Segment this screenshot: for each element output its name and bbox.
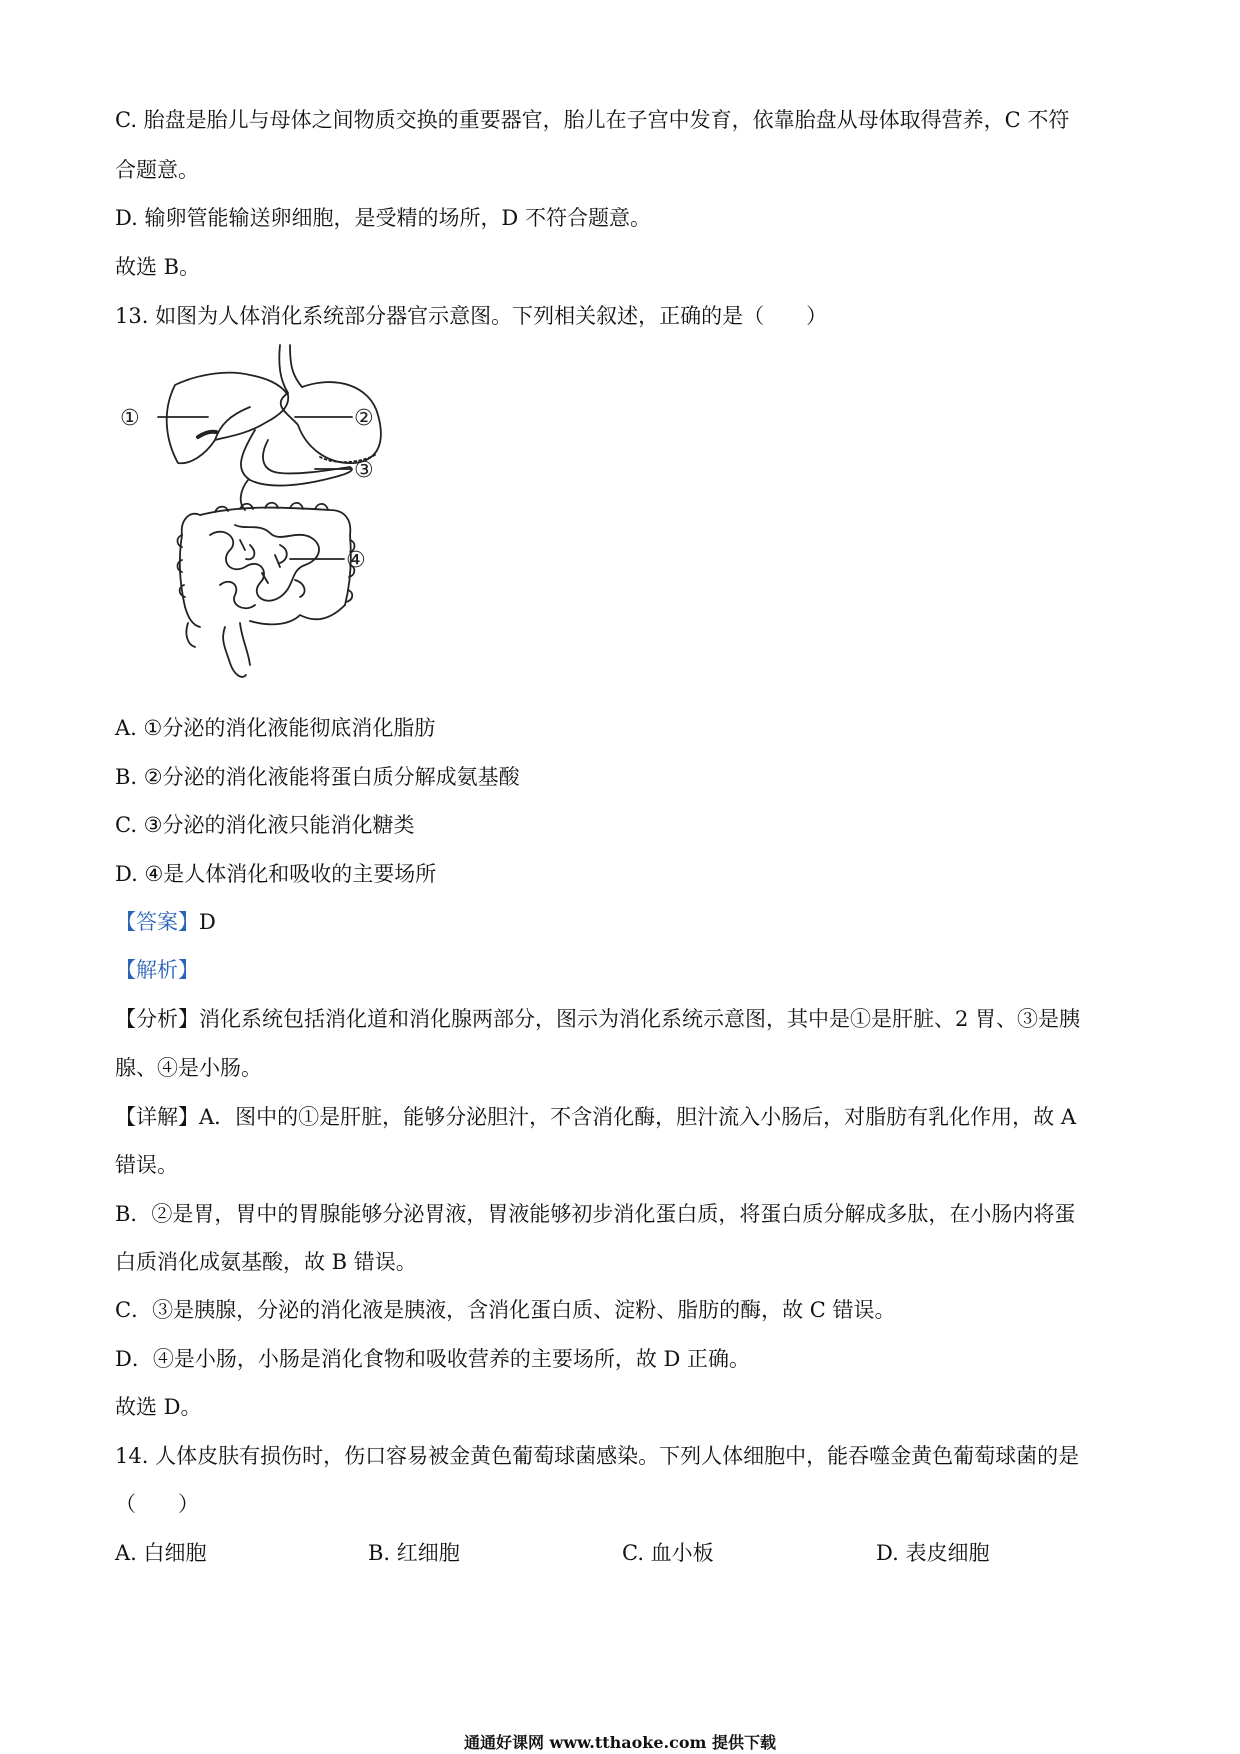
q13-answer	[115, 912, 216, 933]
q13-final-answer: 故选 D。	[115, 1395, 202, 1419]
figure-label-2: ②	[354, 406, 374, 431]
q13-xiangjie-line1: 【详解】A．图中的①是肝脏，能够分泌胆汁，不含消化酶，胆汁流入小肠后，对脂肪有乳化作用，故 A	[115, 1105, 1077, 1129]
q13-option-a: A. ①分泌的消化液能彻底消化脂肪	[115, 716, 436, 740]
q13-fenxi-line1: 【分析】消化系统包括消化道和消化腺两部分，图示为消化系统示意图，其中是①是肝脏、2 胃、③是胰	[115, 1007, 1081, 1031]
figure-label-1: ①	[120, 406, 140, 431]
prev-option-d: D. 输卵管能输送卵细胞，是受精的场所，D 不符合题意。	[115, 206, 651, 230]
answer-tag: 【答案】	[115, 910, 199, 934]
q13-explain-b-line1: B．②是胃，胃中的胃腺能够分泌胃液，胃液能够初步消化蛋白质，将蛋白质分解成多肽，在小肠内将蛋	[115, 1202, 1076, 1226]
q13-option-d: D. ④是人体消化和吸收的主要场所	[115, 862, 437, 886]
q13-xiangjie-line2: 错误。	[115, 1153, 178, 1177]
figure-label-3: ③	[354, 458, 374, 483]
answer-value: D	[199, 910, 216, 934]
q13-fenxi-line2: 腺、④是小肠。	[115, 1056, 262, 1080]
pancreas-shape	[241, 430, 352, 486]
prev-answer: 故选 B。	[115, 255, 201, 279]
q13-explain-c: C．③是胰腺，分泌的消化液是胰液，含消化蛋白质、淀粉、脂肪的酶，故 C 错误。	[115, 1298, 896, 1322]
rectum-shape	[223, 623, 250, 677]
q13-option-c: C. ③分泌的消化液只能消化糖类	[115, 813, 415, 837]
prev-option-c-line2: 合题意。	[115, 158, 199, 182]
q14-option-b: B. 红细胞	[368, 1541, 460, 1565]
q13-explain-b-line2: 白质消化成氨基酸，故 B 错误。	[115, 1250, 417, 1274]
digestive-system-figure	[120, 345, 420, 685]
small-intestine-shape	[210, 525, 319, 601]
q14-option-a: A. 白细胞	[115, 1541, 207, 1565]
figure-label-4: ④	[346, 548, 366, 573]
liver-shape	[167, 373, 289, 464]
q14-option-c: C. 血小板	[622, 1541, 714, 1565]
page-footer: 通通好课网 www.tthaoke.com 提供下载	[463, 1733, 777, 1752]
analysis-tag: 【解析】	[115, 958, 199, 982]
prev-option-c-line1: C. 胎盘是胎儿与母体之间物质交换的重要器官，胎儿在子宫中发育，依靠胎盘从母体取得营养，C 不符	[115, 108, 1070, 132]
q13-stem: 13. 如图为人体消化系统部分器官示意图。下列相关叙述，正确的是（ ）	[115, 304, 828, 328]
esophagus-shape	[279, 345, 302, 393]
q13-option-b: B. ②分泌的消化液能将蛋白质分解成氨基酸	[115, 765, 520, 789]
large-intestine-shape	[180, 514, 200, 627]
q13-analysis-tag	[115, 960, 199, 981]
q13-explain-d: D．④是小肠，小肠是消化食物和吸收营养的主要场所，故 D 正确。	[115, 1347, 751, 1371]
q14-stem-line1: 14. 人体皮肤有损伤时，伤口容易被金黄色葡萄球菌感染。下列人体细胞中，能吞噬金黄色葡萄球菌的是	[115, 1444, 1080, 1468]
q14-option-d: D. 表皮细胞	[876, 1541, 990, 1565]
q14-stem-line2: （ ）	[115, 1492, 199, 1516]
